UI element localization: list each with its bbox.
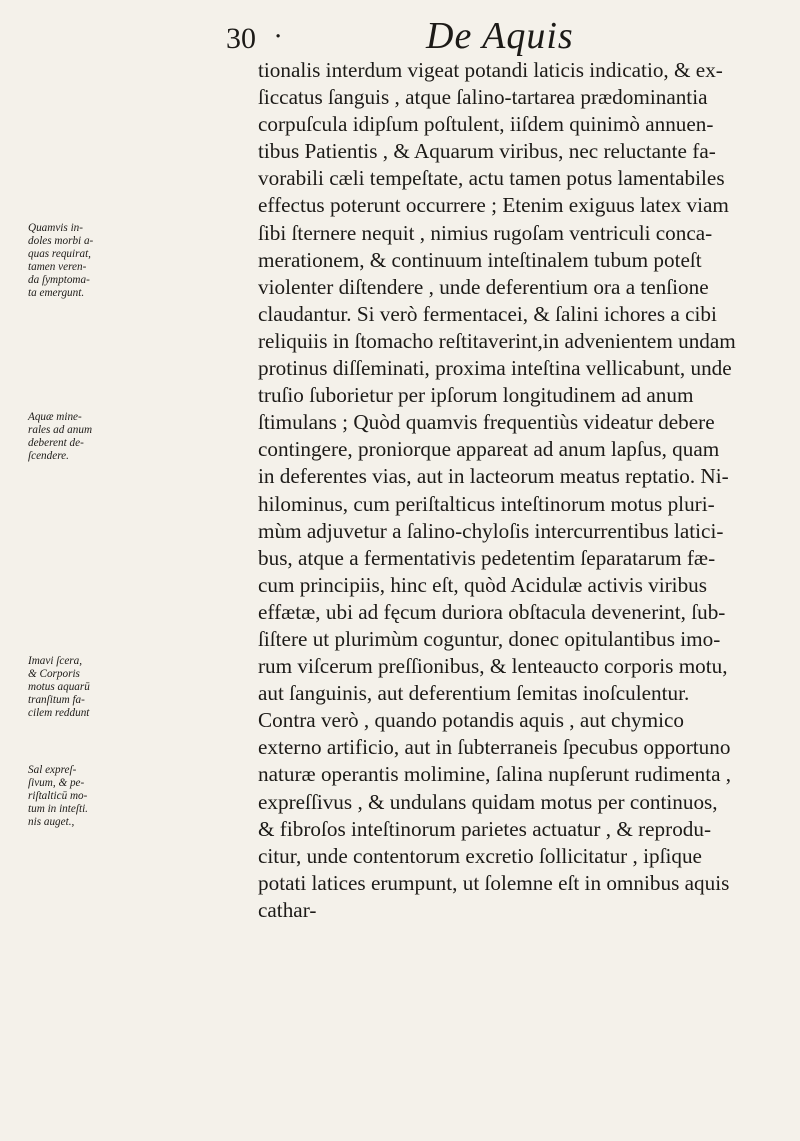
- text-line: naturæ operantis molimine, ſalina nupſerunt rudimenta ,: [258, 762, 732, 787]
- margin-note-line: ta emergunt.: [28, 286, 85, 299]
- margin-note-line: ſcendere.: [28, 450, 69, 463]
- text-line: corpuſcula idipſum poſtulent, iiſdem quinimò annuen-: [258, 112, 714, 137]
- text-line: & fibroſos inteſtinorum parietes actuatur , & reprodu-: [258, 816, 712, 841]
- text-line: externo artificio, aut in ſubterraneis ſpecubus opportuno: [258, 735, 731, 760]
- text-line: merationem, & continuum inteſtinalem tubum poteſt: [258, 247, 702, 272]
- margin-note-line: Aquæ mine-: [28, 411, 82, 424]
- margin-note: [28, 655, 124, 720]
- text-line: citur, unde contentorum excretio ſollicitatur , ipſique: [258, 843, 702, 868]
- text-line: expreſſivus , & undulans quidam motus per continuos,: [258, 789, 718, 814]
- margin-note-line: tranſitum fa-: [28, 694, 85, 707]
- text-line: truſio ſuborietur per ipſorum longitudinem ad anum: [258, 383, 694, 408]
- header-separator: ·: [274, 22, 283, 52]
- margin-note-line: Quamvis in-: [28, 221, 83, 234]
- margin-note-line: motus aquarū: [28, 681, 90, 694]
- margin-note: [28, 764, 124, 829]
- margin-note-line: tamen veren-: [28, 260, 87, 273]
- text-line: in deferentes vias, aut in lacteorum meatus reptatio. Ni-: [258, 464, 729, 489]
- margin-note-line: & Corporis: [28, 668, 80, 681]
- text-line: vorabili cæli tempeſtate, actu tamen potus lamentabiles: [258, 166, 725, 191]
- running-title: De Aquis: [426, 15, 574, 57]
- margin-note-line: cilem reddunt: [28, 707, 90, 720]
- margin-note-line: da ſymptoma-: [28, 273, 90, 286]
- text-line: tionalis interdum vigeat potandi laticis indicatio, & ex-: [258, 58, 723, 82]
- margin-note-line: Sal expreſ-: [28, 763, 77, 776]
- margin-note-line: deberent de-: [28, 437, 84, 450]
- text-line: ſiſtere ut plurimùm coguntur, donec opitulantibus imo-: [258, 626, 721, 651]
- text-line: effectus poterunt occurrere ; Etenim exiguus latex viam: [258, 193, 729, 218]
- text-line: tibus Patientis , & Aquarum viribus, nec reluctante fa-: [258, 139, 716, 164]
- margin-note-line: doles morbi a-: [28, 234, 94, 247]
- text-line: ſibi ſternere nequit , nimius rugoſam ventriculi conca-: [258, 220, 713, 245]
- text-line: effætæ, ubi ad fęcum duriora obſtacula devenerint, ſub-: [258, 599, 726, 624]
- text-line: ſiccatus ſanguis , atque ſalino-tartarea prædominantia: [258, 85, 708, 110]
- text-line: hilominus, cum periſtalticus inteſtinorum motus pluri-: [258, 491, 715, 516]
- text-line: reliquiis in ſtomacho reſtitaverint,in advenientem undam: [258, 328, 736, 353]
- text-line: violenter diſtendere , unde deferentium ora a tenſione: [258, 274, 709, 299]
- text-line: cum principiis, hinc eſt, quòd Acidulæ activis viribus: [258, 572, 708, 597]
- margin-note-line: ſivum, & pe-: [28, 776, 85, 789]
- text-line: contingere, proniorque appareat ad anum lapſus, quam: [258, 437, 720, 462]
- body-text: [258, 57, 770, 924]
- text-line: mùm adjuvetur a ſalino-chyloſis intercurrentibus latici-: [258, 518, 724, 543]
- text-line: claudantur. Si verò fermentacei, & ſalini ichores a cibi: [258, 301, 717, 326]
- margin-note-line: rales ad anum: [28, 424, 93, 437]
- margin-note-line: tum in inteſti.: [28, 802, 88, 815]
- margin-note-line: quas requirat,: [28, 247, 91, 260]
- text-line: cathar-: [258, 897, 317, 922]
- margin-note-line: riſtalticū mo-: [28, 789, 88, 802]
- text-line: protinus diſſeminati, proxima inteſtina vellicabunt, unde: [258, 356, 732, 381]
- margin-note: [28, 411, 124, 463]
- margin-note-line: Imavi ſcera,: [28, 655, 83, 668]
- text-line: Contra verò , quando potandis aquis , aut chymico: [258, 708, 685, 733]
- page-number: 30: [226, 22, 256, 55]
- text-line: bus, atque a fermentativis pedetentim ſeparatarum fæ-: [258, 545, 716, 570]
- text-line: rum viſcerum preſſionibus, & lenteaucto corporis motu,: [258, 654, 728, 679]
- margin-note-line: nis auget.,: [28, 815, 75, 828]
- text-line: potati latices erumpunt, ut ſolemne eſt in omnibus aquis: [258, 870, 730, 895]
- text-line: ſtimulans ; Quòd quamvis frequentiùs videatur debere: [258, 410, 715, 435]
- margin-note: [28, 222, 124, 300]
- text-line: aut ſanguinis, aut deferentium ſemitas inoſculentur.: [258, 681, 690, 706]
